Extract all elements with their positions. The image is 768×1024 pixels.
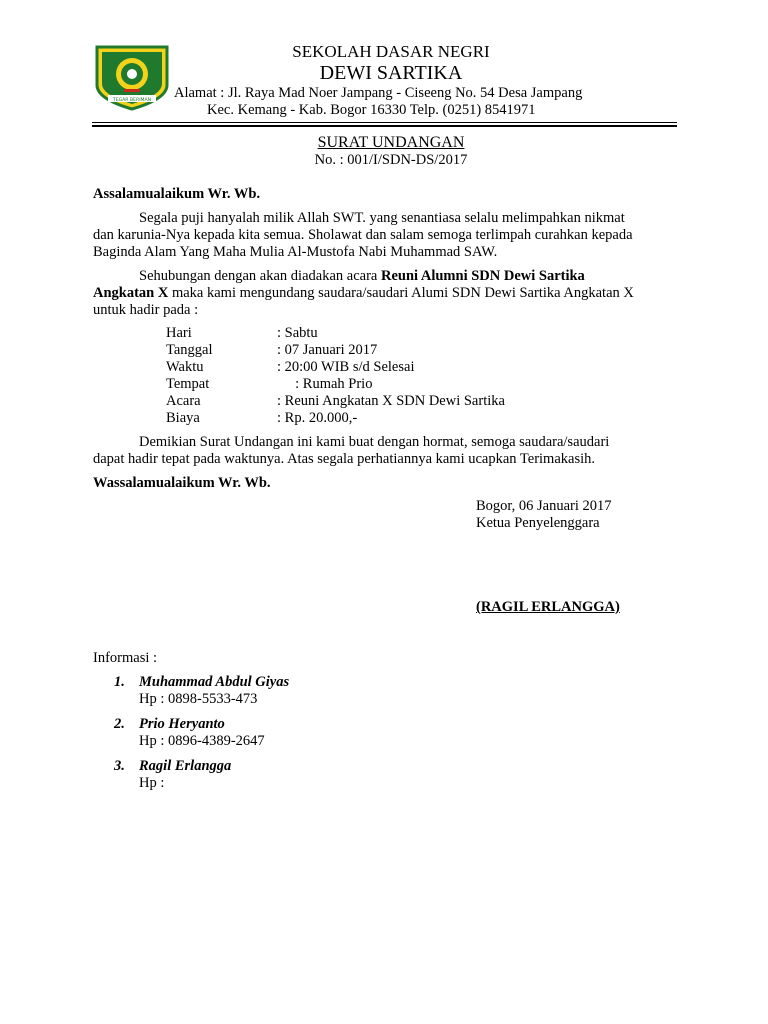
contact-2-phone: Hp : 0896-4389-2647 bbox=[139, 733, 265, 749]
letter-number: No. : 001/I/SDN-DS/2017 bbox=[314, 152, 468, 168]
school-name-line2: DEWI SARTIKA bbox=[319, 62, 463, 84]
paragraph-1-line-2: dan karunia-Nya kepada kita semua. Sholawat dan salam semoga terlimpah curahkan kepada bbox=[93, 227, 633, 243]
paragraph-2-intro: Sehubungan dengan akan diadakan acara bbox=[139, 268, 381, 284]
signature-name: (RAGIL ERLANGGA) bbox=[476, 599, 620, 615]
contact-1-number: 1. bbox=[114, 674, 125, 690]
contact-3-number: 3. bbox=[114, 758, 125, 774]
paragraph-2-line-3: untuk hadir pada : bbox=[93, 302, 199, 318]
detail-label-cost: Biaya bbox=[166, 410, 200, 426]
letterhead-divider-thin bbox=[92, 122, 677, 123]
address-line1: Alamat : Jl. Raya Mad Noer Jampang - Ciseeng No. 54 Desa Jampang bbox=[174, 85, 583, 101]
detail-label-place: Tempat bbox=[166, 376, 210, 392]
signature-place-date: Bogor, 06 Januari 2017 bbox=[476, 498, 612, 514]
contact-3-name: Ragil Erlangga bbox=[139, 758, 232, 774]
detail-value-event: : Reuni Angkatan X SDN Dewi Sartika bbox=[277, 393, 505, 409]
contact-1-name: Muhammad Abdul Giyas bbox=[139, 674, 290, 690]
logo-motto: TEGAR BERIMAN bbox=[112, 97, 152, 103]
detail-value-place: : Rumah Prio bbox=[277, 376, 373, 392]
paragraph-3-line-1: Demikian Surat Undangan ini kami buat dengan hormat, semoga saudara/saudari bbox=[139, 434, 610, 450]
contact-3-phone: Hp : bbox=[139, 775, 165, 791]
address-line2: Kec. Kemang - Kab. Bogor 16330 Telp. (0251) 8541971 bbox=[207, 102, 536, 118]
event-name: Reuni Alumni SDN Dewi Sartika bbox=[380, 268, 585, 284]
event-batch: Angkatan X bbox=[93, 285, 169, 301]
detail-label-time: Waktu bbox=[166, 359, 204, 375]
letter-title: SURAT UNDANGAN bbox=[317, 134, 465, 151]
closing-greeting: Wassalamualaikum Wr. Wb. bbox=[93, 475, 271, 491]
contact-1-phone: Hp : 0898-5533-473 bbox=[139, 691, 258, 707]
detail-label-event: Acara bbox=[166, 393, 201, 409]
info-heading: Informasi : bbox=[93, 650, 158, 666]
paragraph-1-line-1: Segala puji hanyalah milik Allah SWT. yang senantiasa selalu melimpahkan nikmat bbox=[139, 210, 625, 226]
paragraph-1-line-3: Baginda Alam Yang Maha Mulia Al-Mustofa Nabi Muhammad SAW. bbox=[93, 244, 498, 260]
detail-label-day: Hari bbox=[166, 325, 192, 341]
detail-value-time: : 20:00 WIB s/d Selesai bbox=[277, 359, 415, 375]
detail-value-cost: : Rp. 20.000,- bbox=[277, 410, 358, 426]
paragraph-2-line-1 bbox=[139, 268, 585, 285]
paragraph-2-continuation: maka kami mengundang saudara/saudari Alumi SDN Dewi Sartika Angkatan X bbox=[168, 285, 634, 301]
contact-2-number: 2. bbox=[114, 716, 125, 732]
letterhead-divider-thick bbox=[92, 125, 677, 127]
signature-position: Ketua Penyelenggara bbox=[476, 515, 600, 531]
paragraph-3-line-2: dapat hadir tepat pada waktunya. Atas segala perhatiannya kami ucapkan Terimakasih. bbox=[93, 451, 595, 467]
school-name-line1: SEKOLAH DASAR NEGRI bbox=[292, 42, 490, 61]
contact-2-name: Prio Heryanto bbox=[139, 716, 225, 732]
paragraph-2-line-2 bbox=[93, 285, 634, 302]
detail-value-date: : 07 Januari 2017 bbox=[277, 342, 378, 358]
detail-label-date: Tanggal bbox=[166, 342, 213, 358]
detail-value-day: : Sabtu bbox=[277, 325, 318, 341]
greeting: Assalamualaikum Wr. Wb. bbox=[93, 186, 261, 202]
